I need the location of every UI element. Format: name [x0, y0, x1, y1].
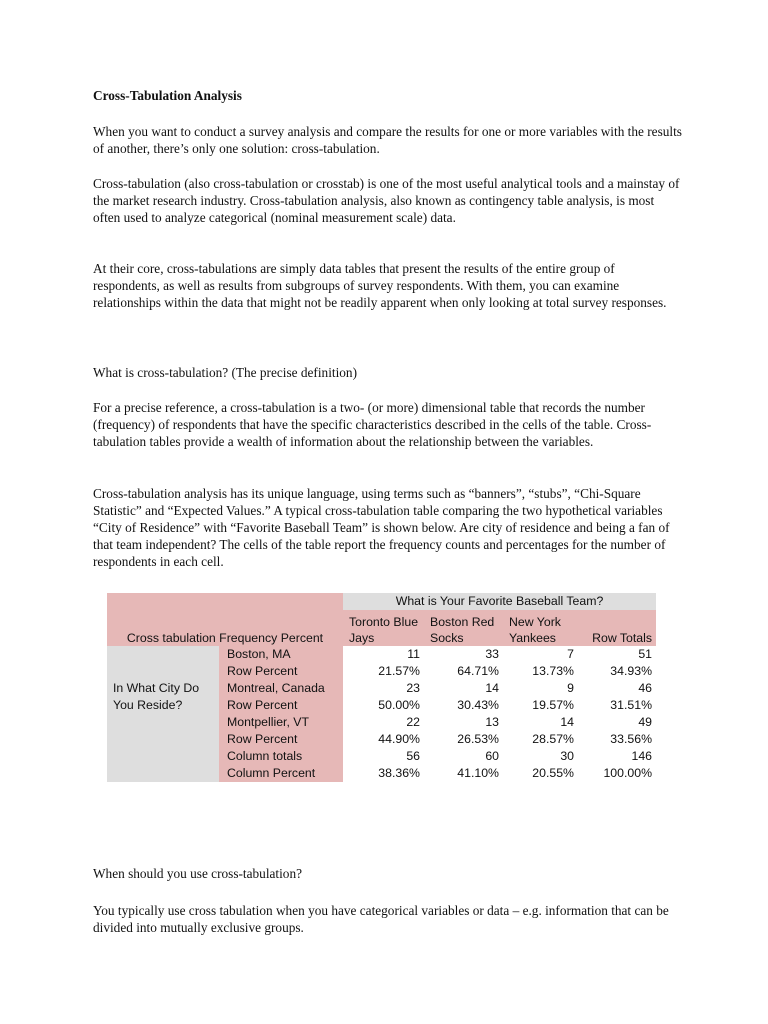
table-cell: 13	[424, 714, 503, 731]
side-blank	[107, 748, 219, 765]
table-cell: 30	[503, 748, 578, 765]
row-label: Row Percent	[219, 731, 343, 748]
table-cell: 14	[424, 680, 503, 697]
table-cell: 14	[503, 714, 578, 731]
table-cell: 20.55%	[503, 765, 578, 782]
corner-label: Cross tabulation Frequency Percent	[107, 610, 343, 646]
table-cell: 64.71%	[424, 663, 503, 680]
table-cell: 22	[343, 714, 424, 731]
corner-blank	[107, 593, 343, 610]
section-heading-what: What is cross-tabulation? (The precise definition)	[93, 365, 357, 380]
row-label: Row Percent	[219, 663, 343, 680]
table-cell: 50.00%	[343, 697, 424, 714]
table-cell: 41.10%	[424, 765, 503, 782]
row-label: Column totals	[219, 748, 343, 765]
column-header: New York Yankees	[503, 610, 578, 646]
table-cell: 44.90%	[343, 731, 424, 748]
banner-header: What is Your Favorite Baseball Team?	[343, 593, 656, 610]
table-cell: 11	[343, 646, 424, 663]
row-label: Montreal, Canada	[219, 680, 343, 697]
table-cell: 38.36%	[343, 765, 424, 782]
table-cell: 60	[424, 748, 503, 765]
table-cell: 26.53%	[424, 731, 503, 748]
row-label: Column Percent	[219, 765, 343, 782]
paragraph-usage: You typically use cross tabulation when you have categorical variables or data – e.g. information that can be divided into mutually exclusive groups.	[93, 903, 669, 935]
table-cell: 46	[578, 680, 656, 697]
column-header: Row Totals	[578, 610, 656, 646]
paragraph-language: Cross-tabulation analysis has its unique language, using terms such as “banners”, “stubs”, “Chi-Square Statistic” and “Expected Values.” A typical cross-tabulation table comparing the two hypothetical variables “City of Residence” with “Favorite Baseball Team” is shown below. Are city of residence and being a fan of that team independent? The cells of the table report the frequency counts and percentages for the number of respondents in each cell.	[93, 486, 670, 569]
paragraph-definition: Cross-tabulation (also cross-tabulation or crosstab) is one of the most useful analytical tools and a mainstay of the market research industry. Cross-tabulation analysis, also known as contingency table analysis, is most often used to analyze categorical (nominal measurement scale) data.	[93, 176, 680, 225]
table-cell: 146	[578, 748, 656, 765]
table-cell: 49	[578, 714, 656, 731]
table-cell: 7	[503, 646, 578, 663]
side-label: In What City Do You Reside?	[107, 646, 219, 748]
table-cell: 33	[424, 646, 503, 663]
table-cell: 30.43%	[424, 697, 503, 714]
document-title: Cross-Tabulation Analysis	[93, 88, 242, 103]
paragraph-core: At their core, cross-tabulations are simply data tables that present the results of the entire group of respondents, as well as results from subgroups of survey respondents. With them, you can examine relationships within the data that might not be readily apparent when only looking at total survey responses.	[93, 261, 667, 310]
table-cell: 23	[343, 680, 424, 697]
table-cell: 21.57%	[343, 663, 424, 680]
table-cell: 51	[578, 646, 656, 663]
table-cell: 9	[503, 680, 578, 697]
column-header: Boston Red Socks	[424, 610, 503, 646]
side-blank	[107, 765, 219, 782]
section-heading-when: When should you use cross-tabulation?	[93, 866, 303, 881]
row-label: Montpellier, VT	[219, 714, 343, 731]
table-cell: 34.93%	[578, 663, 656, 680]
table-cell: 56	[343, 748, 424, 765]
table-cell: 28.57%	[503, 731, 578, 748]
table-cell: 19.57%	[503, 697, 578, 714]
cross-tabulation-table	[107, 593, 656, 782]
column-header: Toronto Blue Jays	[343, 610, 424, 646]
table-cell: 31.51%	[578, 697, 656, 714]
row-label: Row Percent	[219, 697, 343, 714]
paragraph-precise: For a precise reference, a cross-tabulation is a two- (or more) dimensional table that records the number (frequency) of respondents that have the specific characteristics described in the cells of the table. Cross-tabulation tables provide a wealth of information about the relationship between the variables.	[93, 400, 652, 449]
paragraph-intro: When you want to conduct a survey analysis and compare the results for one or more variables with the results of another, there’s only one solution: cross-tabulation.	[93, 124, 682, 156]
table-cell: 33.56%	[578, 731, 656, 748]
row-label: Boston, MA	[219, 646, 343, 663]
table-cell: 13.73%	[503, 663, 578, 680]
table-cell: 100.00%	[578, 765, 656, 782]
